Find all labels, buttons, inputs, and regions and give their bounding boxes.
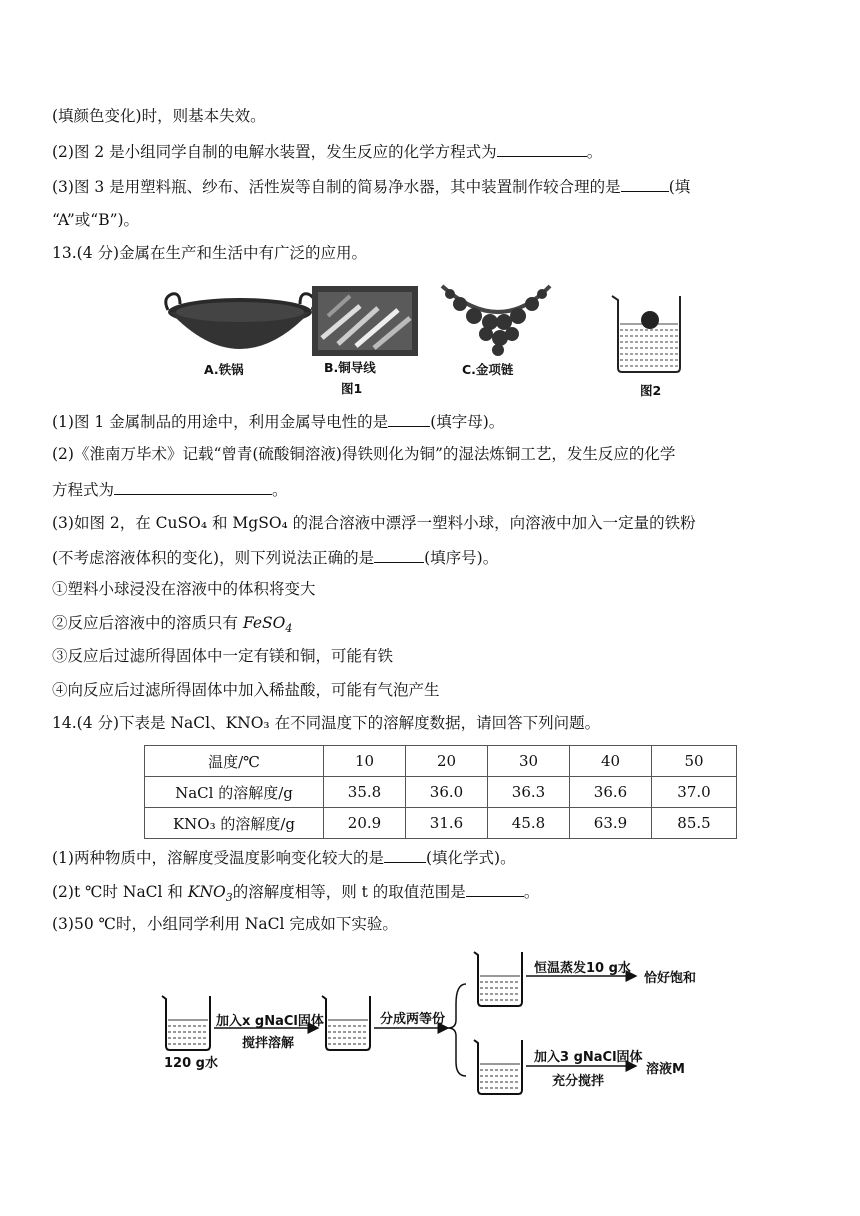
table-cell: 20 — [406, 746, 488, 777]
table-cell: 36.3 — [488, 777, 570, 808]
table-header-row — [145, 746, 737, 777]
line-text: 。 — [586, 143, 603, 161]
table-cell: 10 — [324, 746, 406, 777]
table-cell: 63.9 — [570, 808, 652, 839]
question-13-title — [52, 242, 367, 264]
solubility-table — [144, 745, 737, 839]
line-text: (3)如图 2，在 CuSO₄ 和 MgSO₄ 的混合溶液中漂浮一塑料小球，向溶液中加入一定量的铁粉 — [52, 514, 696, 532]
top-branch-result: 恰好饱和 — [644, 971, 697, 986]
step-2-label: 分成两等份 — [380, 1012, 446, 1027]
answer-blank[interactable] — [114, 478, 272, 495]
bottom-branch-label: 加入3 gNaCl固体 — [534, 1050, 643, 1065]
table-cell: NaCl 的溶解度/g — [145, 777, 324, 808]
iron-pan-image — [166, 294, 315, 349]
beaker-with-ball-image — [612, 296, 680, 372]
step-1-label: 加入x gNaCl固体 — [216, 1014, 324, 1029]
table-cell: 50 — [652, 746, 737, 777]
line-text: 13.(4 分)金属在生产和生活中有广泛的应用。 — [52, 244, 368, 262]
water-label: 120 g水 — [164, 1056, 218, 1071]
table-cell: 31.6 — [406, 808, 488, 839]
table-row — [145, 777, 737, 808]
formula-text: KNO — [187, 883, 226, 901]
question-14-1 — [52, 846, 516, 869]
line-text: (1)图 1 金属制品的用途中，利用金属导电性的是 — [52, 413, 389, 431]
figure-1-caption: 图1 — [341, 381, 363, 396]
table-cell: 85.5 — [652, 808, 737, 839]
question-13-2-cont — [52, 478, 288, 501]
text-line — [52, 105, 266, 127]
table-cell: 36.0 — [406, 777, 488, 808]
line-text: “A”或“B”)。 — [52, 211, 140, 229]
option-text: ③反应后过滤所得固体中一定有镁和铜，可能有铁 — [52, 647, 394, 665]
question-13-2 — [52, 443, 675, 465]
question-12-2 — [52, 140, 602, 163]
line-text: (不考虑溶液体积的变化)，则下列说法正确的是 — [52, 549, 375, 567]
question-13-1 — [52, 410, 504, 433]
line-text: (1)两种物质中，溶解度受温度影响变化较大的是 — [52, 849, 384, 867]
question-14-2 — [52, 880, 539, 909]
option-1 — [52, 578, 316, 600]
question-13-3 — [52, 512, 696, 534]
beaker-4 — [474, 1040, 522, 1094]
line-text: (3)50 ℃时，小组同学利用 NaCl 完成如下实验。 — [52, 915, 398, 933]
table-cell: 36.6 — [570, 777, 652, 808]
line-text: (3)图 3 是用塑料瓶、纱布、活性炭等自制的简易净水器，其中装置制作较合理的是 — [52, 178, 621, 196]
answer-blank[interactable] — [388, 410, 430, 427]
line-text: (填化学式)。 — [425, 849, 516, 867]
line-text: (2)《淮南万毕术》记载“曾青(硫酸铜溶液)得铁则化为铜”的湿法炼铜工艺，发生反应的化学 — [52, 445, 676, 463]
answer-blank[interactable] — [374, 546, 424, 563]
table-cell: 35.8 — [324, 777, 406, 808]
table-cell: 37.0 — [652, 777, 737, 808]
line-text: 方程式为 — [52, 481, 115, 499]
step-1-sublabel: 搅拌溶解 — [242, 1036, 295, 1051]
bottom-branch-sublabel: 充分搅拌 — [552, 1074, 605, 1089]
table-cell: 20.9 — [324, 808, 406, 839]
option-text: ②反应后溶液中的溶质只有 — [52, 614, 243, 632]
question-12-3 — [52, 175, 690, 198]
figure-label-a: A.铁锅 — [204, 362, 244, 377]
option-4 — [52, 679, 440, 701]
copper-wire-image — [312, 286, 418, 356]
line-text: 的溶解度相等，则 t 的取值范围是 — [232, 883, 466, 901]
top-branch-label: 恒温蒸发10 g水 — [534, 961, 631, 976]
option-2 — [52, 612, 292, 640]
option-text: ①塑料小球浸没在溶液中的体积将变大 — [52, 580, 316, 598]
answer-blank[interactable] — [384, 846, 426, 863]
answer-blank[interactable] — [466, 880, 524, 897]
line-text: 。 — [272, 481, 288, 499]
option-3 — [52, 645, 393, 667]
solution-m-label: 溶液M — [646, 1062, 685, 1077]
figure-1-2 — [160, 276, 720, 402]
beaker-1 — [162, 996, 210, 1050]
answer-blank[interactable] — [621, 175, 669, 192]
line-text: (填 — [668, 178, 691, 196]
figure-label-b: B.铜导线 — [324, 360, 376, 375]
line-text: 。 — [523, 883, 540, 901]
table-cell: 30 — [488, 746, 570, 777]
formula-subscript: 4 — [285, 622, 293, 636]
line-text: (2)t ℃时 NaCl 和 — [52, 883, 188, 901]
line-text: (填字母)。 — [430, 413, 505, 431]
line-text: 14.(4 分)下表是 NaCl、KNO₃ 在不同温度下的溶解度数据，请回答下列问题。 — [52, 714, 601, 732]
beaker-2 — [322, 996, 370, 1050]
gold-necklace-image — [442, 286, 550, 356]
table-cell: 45.8 — [488, 808, 570, 839]
table-row — [145, 808, 737, 839]
figure-2-caption: 图2 — [640, 383, 662, 398]
beaker-3 — [474, 952, 522, 1006]
option-text: ④向反应后过滤所得固体中加入稀盐酸，可能有气泡产生 — [52, 681, 440, 699]
question-14-3 — [52, 913, 398, 935]
formula-subscript: 3 — [225, 891, 233, 905]
table-cell: 40 — [570, 746, 652, 777]
figure-label-c: C.金项链 — [462, 362, 514, 377]
table-cell: KNO₃ 的溶解度/g — [145, 808, 324, 839]
question-14-title — [52, 712, 600, 734]
line-text: (填颜色变化)时，则基本失效。 — [52, 107, 266, 125]
text-line — [52, 209, 139, 231]
table-cell: 温度/℃ — [145, 746, 324, 777]
brace — [448, 984, 466, 1076]
line-text: (2)图 2 是小组同学自制的电解水装置，发生反应的化学方程式为 — [52, 143, 497, 161]
question-13-3-cont — [52, 546, 498, 569]
line-text: (填序号)。 — [424, 549, 499, 567]
formula-text: FeSO — [242, 614, 286, 632]
answer-blank[interactable] — [497, 140, 587, 157]
